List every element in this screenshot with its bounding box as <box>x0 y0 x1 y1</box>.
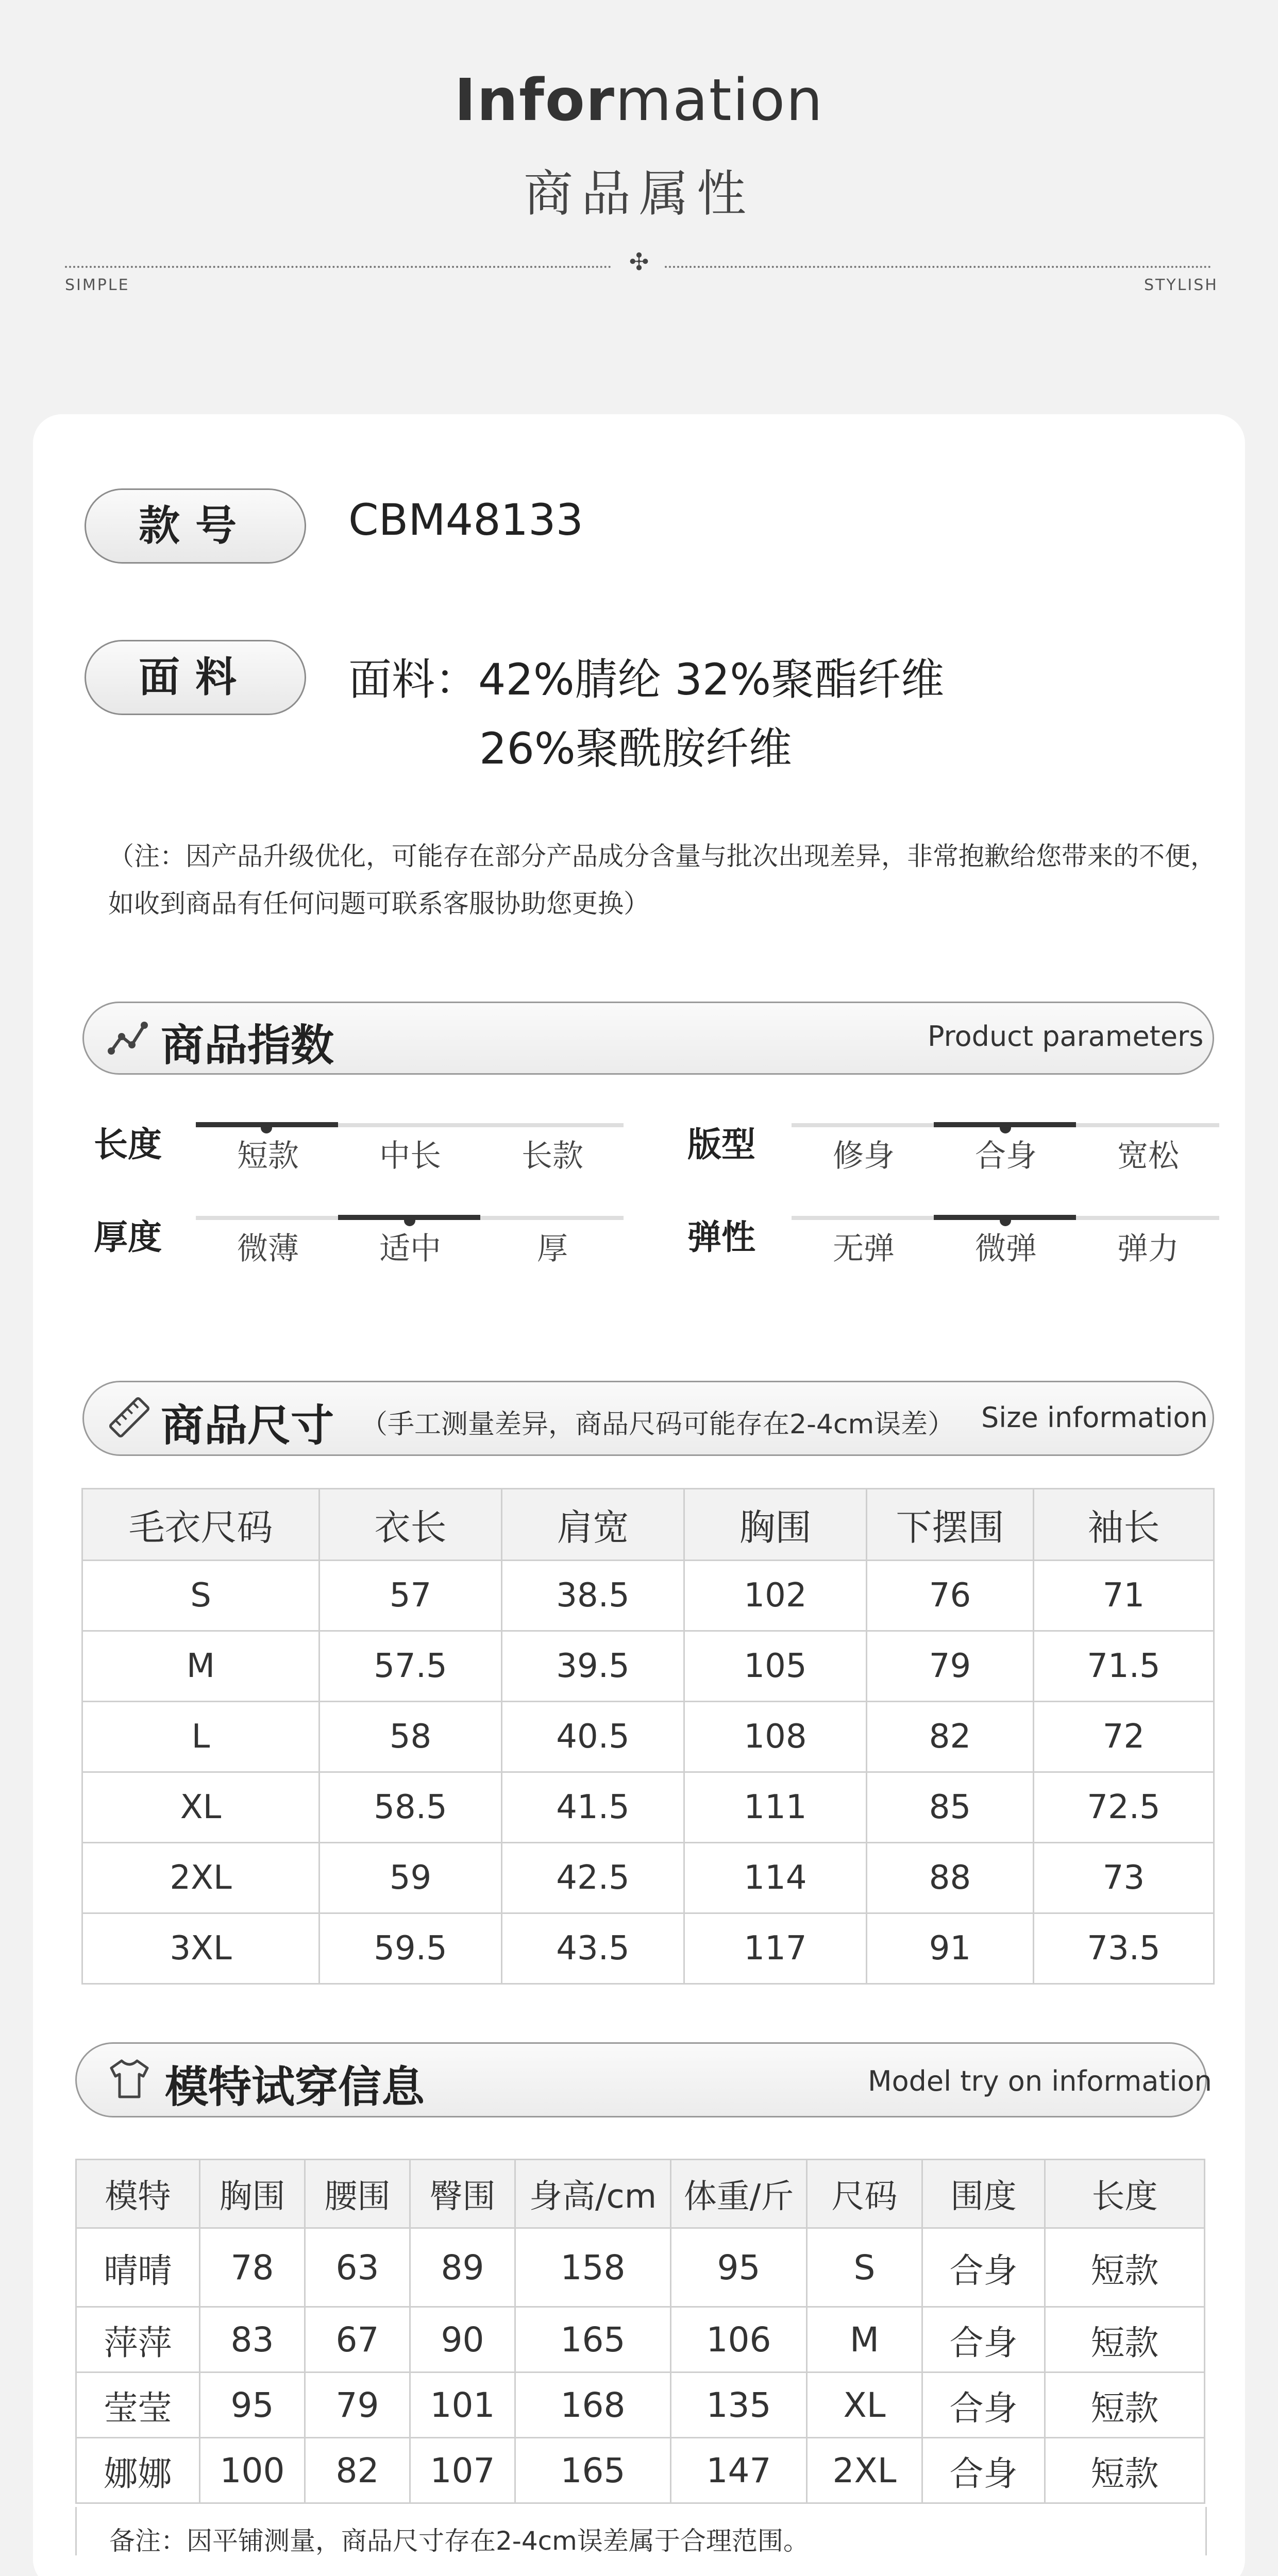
stylish-label: STYLISH <box>1144 276 1218 294</box>
table-cell: 2XL <box>82 1843 320 1913</box>
table-cell: 短款 <box>1045 2228 1205 2307</box>
table-cell: S <box>807 2228 922 2307</box>
table-cell: 57 <box>320 1561 502 1631</box>
model-col-bust: 胸围 <box>200 2160 305 2228</box>
table-cell: 108 <box>684 1702 867 1772</box>
model-col-waist: 腰围 <box>305 2160 410 2228</box>
fit-option-regular: 合身 <box>975 1138 1037 1174</box>
divider-right <box>665 266 1211 268</box>
table-cell: 71 <box>1034 1561 1214 1631</box>
table-row <box>76 2307 1205 2372</box>
table-cell: 73.5 <box>1034 1913 1214 1984</box>
table-cell: 合身 <box>922 2307 1045 2372</box>
ruler-icon <box>106 1394 153 1440</box>
table-row <box>76 2438 1205 2503</box>
table-cell: 40.5 <box>502 1702 684 1772</box>
table-cell: 短款 <box>1045 2307 1205 2372</box>
table-cell: 82 <box>867 1702 1034 1772</box>
info-title-light: mation <box>615 67 824 134</box>
model-col-size: 尺码 <box>807 2160 922 2228</box>
fabric-line-1: 面料：42%腈纶 32%聚酯纤维 <box>348 654 945 705</box>
elasticity-option-slight: 微弹 <box>975 1231 1037 1267</box>
table-cell: 71.5 <box>1034 1631 1214 1702</box>
thickness-option-thick: 厚 <box>537 1231 568 1267</box>
style-number-pill: 款号 <box>85 488 306 564</box>
size-col-shoulder: 肩宽 <box>502 1489 684 1561</box>
length-label: 长度 <box>94 1125 162 1164</box>
table-cell: 67 <box>305 2307 410 2372</box>
table-cell: 57.5 <box>320 1631 502 1702</box>
elasticity-option-none: 无弹 <box>833 1231 895 1267</box>
table-cell: 38.5 <box>502 1561 684 1631</box>
table-cell: 135 <box>671 2372 807 2438</box>
params-title-en: Product parameters <box>928 1020 1204 1053</box>
model-col-name: 模特 <box>76 2160 200 2228</box>
table-cell: 91 <box>867 1913 1034 1984</box>
table-cell: 58.5 <box>320 1772 502 1843</box>
model-col-girth: 围度 <box>922 2160 1045 2228</box>
length-option-short: 短款 <box>237 1138 299 1174</box>
table-cell: L <box>82 1702 320 1772</box>
table-cell: 72.5 <box>1034 1772 1214 1843</box>
table-cell: 59 <box>320 1843 502 1913</box>
table-cell: 107 <box>410 2438 515 2503</box>
table-cell: 114 <box>684 1843 867 1913</box>
table-cell: 41.5 <box>502 1772 684 1843</box>
table-cell: 147 <box>671 2438 807 2503</box>
table-cell: 168 <box>515 2372 671 2438</box>
table-cell: 73 <box>1034 1843 1214 1913</box>
table-cell: 76 <box>867 1561 1034 1631</box>
table-cell: 158 <box>515 2228 671 2307</box>
page-subtitle: 商品属性 <box>524 165 754 223</box>
cross-ornament-icon: ✣ <box>629 248 649 276</box>
table-row <box>82 1631 1214 1702</box>
table-cell: S <box>82 1561 320 1631</box>
model-col-height: 身高/cm <box>515 2160 671 2228</box>
table-cell: 59.5 <box>320 1913 502 1984</box>
table-cell: 165 <box>515 2307 671 2372</box>
size-col-sleeve: 袖长 <box>1034 1489 1214 1561</box>
model-footnote: 备注：因平铺测量，商品尺寸存在2-4cm误差属于合理范围。 <box>109 2526 809 2556</box>
table-cell: 合身 <box>922 2438 1045 2503</box>
fabric-note-line-1: （注：因产品升级优化，可能存在部分产品成分含量与批次出现差异，非常抱歉给您带来的不便， <box>108 841 1216 871</box>
table-cell: 83 <box>200 2307 305 2372</box>
table-cell: 萍萍 <box>76 2307 200 2372</box>
table-cell: 105 <box>684 1631 867 1702</box>
table-cell: 63 <box>305 2228 410 2307</box>
size-title-en: Size information <box>981 1401 1208 1434</box>
table-row <box>82 1561 1214 1631</box>
size-col-size: 毛衣尺码 <box>82 1489 320 1561</box>
table-cell: 106 <box>671 2307 807 2372</box>
table-cell: 82 <box>305 2438 410 2503</box>
table-cell: M <box>807 2307 922 2372</box>
fabric-note-line-2: 如收到商品有任何问题可联系客服协助您更换） <box>108 889 649 919</box>
thickness-option-medium: 适中 <box>379 1231 441 1267</box>
table-row <box>82 1843 1214 1913</box>
table-cell: XL <box>807 2372 922 2438</box>
table-cell: 100 <box>200 2438 305 2503</box>
table-cell: M <box>82 1631 320 1702</box>
table-cell: 101 <box>410 2372 515 2438</box>
fabric-line-2: 26%聚酰胺纤维 <box>479 723 792 774</box>
table-cell: 42.5 <box>502 1843 684 1913</box>
table-cell: 102 <box>684 1561 867 1631</box>
size-col-bust: 胸围 <box>684 1489 867 1561</box>
fabric-pill: 面料 <box>85 640 306 715</box>
table-cell: 莹莹 <box>76 2372 200 2438</box>
table-cell: 娜娜 <box>76 2438 200 2503</box>
table-cell: 合身 <box>922 2372 1045 2438</box>
model-table <box>75 2159 1205 2504</box>
table-cell: 90 <box>410 2307 515 2372</box>
fit-option-loose: 宽松 <box>1117 1138 1179 1174</box>
table-cell: XL <box>82 1772 320 1843</box>
table-cell: 晴晴 <box>76 2228 200 2307</box>
length-option-long: 长款 <box>522 1138 583 1174</box>
size-col-length: 衣长 <box>320 1489 502 1561</box>
info-title <box>0 67 1278 134</box>
table-row <box>82 1913 1214 1984</box>
table-cell: 72 <box>1034 1702 1214 1772</box>
shirt-icon <box>106 2056 153 2102</box>
table-cell: 79 <box>867 1631 1034 1702</box>
table-cell: 165 <box>515 2438 671 2503</box>
elasticity-label: 弹性 <box>687 1217 755 1257</box>
table-row <box>82 1772 1214 1843</box>
table-cell: 111 <box>684 1772 867 1843</box>
params-title: 商品指数 <box>161 1020 334 1071</box>
table-cell: 79 <box>305 2372 410 2438</box>
table-cell: 短款 <box>1045 2372 1205 2438</box>
model-col-hip: 臀围 <box>410 2160 515 2228</box>
size-note: （手工测量差异，商品尺码可能存在2-4cm误差） <box>361 1409 955 1440</box>
table-cell: 78 <box>200 2228 305 2307</box>
size-title: 商品尺寸 <box>161 1400 334 1451</box>
size-table-header <box>82 1489 1214 1561</box>
simple-label: SIMPLE <box>65 276 130 294</box>
table-cell: 58 <box>320 1702 502 1772</box>
model-table-header <box>76 2160 1205 2228</box>
divider-left <box>65 266 611 268</box>
table-cell: 43.5 <box>502 1913 684 1984</box>
table-cell: 95 <box>671 2228 807 2307</box>
table-row <box>82 1702 1214 1772</box>
table-row <box>76 2372 1205 2438</box>
table-cell: 89 <box>410 2228 515 2307</box>
model-col-length: 长度 <box>1045 2160 1205 2228</box>
fit-label: 版型 <box>687 1125 755 1164</box>
table-cell: 117 <box>684 1913 867 1984</box>
elasticity-option-stretch: 弹力 <box>1117 1231 1179 1267</box>
size-table <box>81 1488 1215 1985</box>
trend-icon <box>106 1016 150 1060</box>
model-title-en: Model try on information <box>868 2065 1212 2097</box>
info-title-bold: Infor <box>454 67 616 134</box>
table-cell: 短款 <box>1045 2438 1205 2503</box>
table-cell: 88 <box>867 1843 1034 1913</box>
table-cell: 39.5 <box>502 1631 684 1702</box>
length-option-mid: 中长 <box>379 1138 441 1174</box>
model-title: 模特试穿信息 <box>165 2062 425 2112</box>
style-number-value: CBM48133 <box>348 495 583 545</box>
model-col-weight: 体重/斤 <box>671 2160 807 2228</box>
table-cell: 2XL <box>807 2438 922 2503</box>
size-col-hem: 下摆围 <box>867 1489 1034 1561</box>
table-cell: 3XL <box>82 1913 320 1984</box>
table-cell: 95 <box>200 2372 305 2438</box>
thickness-option-thin: 微薄 <box>237 1231 299 1267</box>
table-cell: 合身 <box>922 2228 1045 2307</box>
thickness-label: 厚度 <box>94 1217 162 1257</box>
fit-option-slim: 修身 <box>833 1138 895 1174</box>
table-cell: 85 <box>867 1772 1034 1843</box>
table-row <box>76 2228 1205 2307</box>
